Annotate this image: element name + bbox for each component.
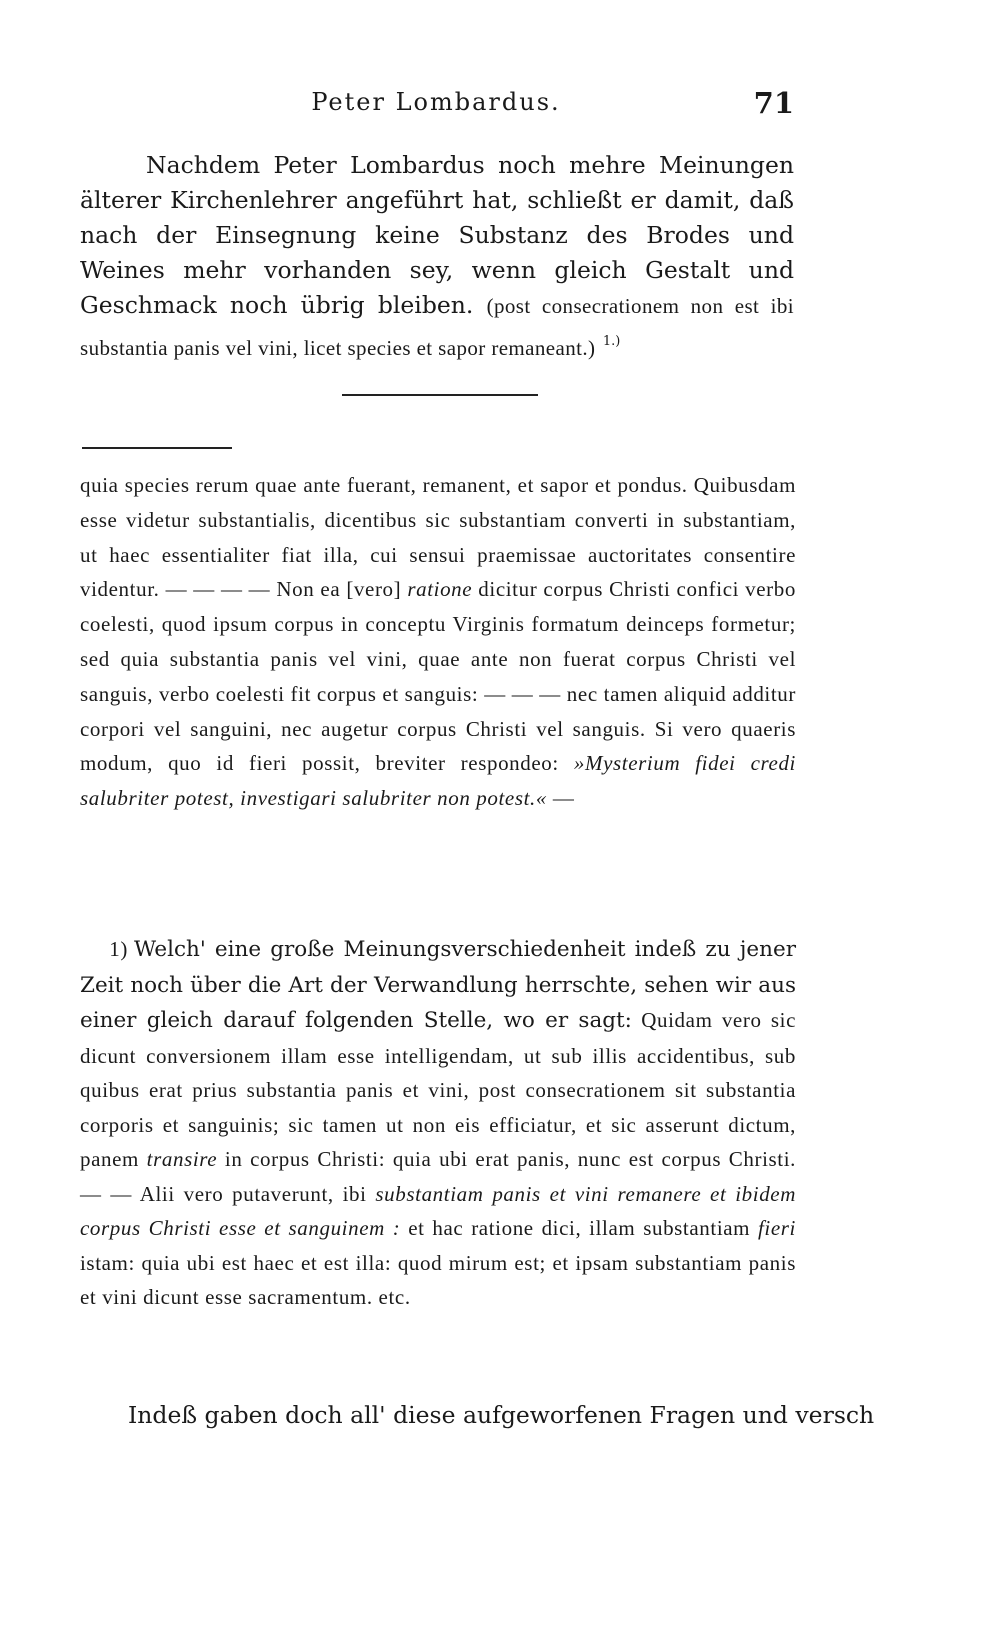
page-number: 71 [753, 86, 794, 120]
footnote-latin-5: istam: quia ubi est haec et est illa: quod mirum est; et ipsam substantiam panis et vini dicunt esse sacramentum. etc. [80, 1250, 796, 1309]
quote-text-1: quia species rerum quae ante fuerant, remanent, et sapor et pondus. Quibusdam esse videtur substantialis, dicentibus sic substantiam converti in substantiam, ut haec essentialiter fiat illa, cui sensui praemissae auctoritates consentire videntur. [80, 473, 796, 602]
footnote-german: Welch' eine große Meinungsverschiedenheit indeß zu jener Zeit noch über die Art der Verwandlung herrschte, sehen wir aus einer gleich darauf folgenden Stelle, wo er sagt: [80, 937, 796, 1033]
footnote-divider [82, 447, 232, 449]
quote-dashes-2: — — — [484, 681, 561, 706]
section-divider [342, 394, 538, 396]
latin-quote: (post consecrationem non est ibi substantia panis vel vini, licet species et sapor remaneant.) [80, 294, 794, 360]
footnote-dashes: — — [80, 1181, 133, 1206]
footnote-latin-3: Alii vero putaverunt, ibi [139, 1181, 367, 1206]
quote-text-4: nec tamen aliquid additur corpori vel sanguini, nec augetur corpus Christi vel sanguis. Si vero quaeris modum, quo id fieri possit, breviter respondeo: [80, 681, 796, 776]
catchline: Indeß gaben doch all' diese aufgeworfenen Fragen und versch [128, 1401, 875, 1429]
footnote-italic-fieri: fieri [757, 1216, 796, 1240]
quote-italic-mysterium: »Mysterium fidei credi salubriter potest, investigari salubriter non potest.« [80, 751, 796, 811]
footnote-latin-2: in corpus Christi: quia ubi erat panis, nunc est corpus Christi. [224, 1147, 796, 1171]
running-title: Peter Lombardus. [311, 88, 561, 116]
footnote-latin-4: et hac ratione dici, illam substantiam [408, 1216, 751, 1240]
main-paragraph [80, 148, 794, 366]
footnote-latin-1: Quidam vero sic dicunt conversionem illam esse intelligendam, ut sub illis accidentibus, sub quibus erat prius substantia panis et vini, post consecrationem sit substantia corporis et sanguinis; sic tamen ut non eis efficiatur, et sic asserunt dictum, panem [80, 1008, 796, 1171]
footnote-italic-substantiam: substantiam panis et vini remanere et ibidem corpus Christi esse et sanguinem : [80, 1181, 796, 1240]
quote-text-3: dicitur corpus Christi confici verbo coelesti, quod ipsum corpus in conceptu Virginis formatum deinceps formetur; sed quia substantia panis vel vini, quae ante non fuerat corpus Christi vel sanguis, verbo coelesti fit corpus et sanguis: [80, 577, 796, 706]
footnote-reference: 1.) [602, 334, 621, 349]
german-text: Nachdem Peter Lombardus noch mehre Meinungen älterer Kirchenlehrer angeführt hat, schließt er damit, daß nach der Einsegnung keine Substanz des Brodes und Weines mehr vorhanden sey, wenn gleich Gestalt und Geschmack noch übrig bleiben. [80, 151, 794, 319]
latin-footnote-continuation [80, 468, 796, 816]
page-header [78, 88, 794, 128]
quote-dashes-1: — — — — [165, 577, 271, 602]
footnote-number: 1) [109, 937, 128, 961]
footnote-italic-transire: transire [146, 1147, 218, 1171]
footnote-1 [80, 932, 796, 1315]
quote-italic-ratione: ratione [407, 577, 473, 602]
quote-text-2: Non ea [vero] [276, 577, 402, 602]
quote-dash-end: — [552, 786, 575, 811]
